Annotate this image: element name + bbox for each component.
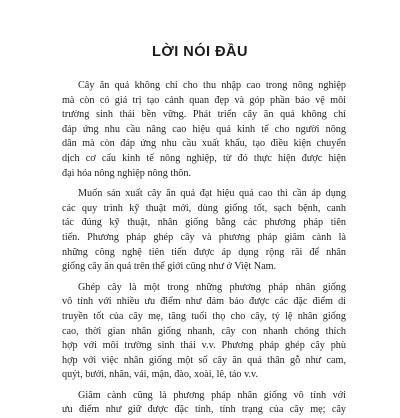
paragraph-line: ưu điểm như giữ được đặc tính, tính trạng của cây mẹ; cây: [62, 404, 346, 416]
paragraph-line: Giâm cành cũng là phương pháp nhân giống vô tính với: [78, 389, 346, 401]
paragraph-line: đáp ứng nhu cầu nâng cao hiệu quả kinh tế cho người nông: [62, 123, 346, 135]
paragraph: [62, 187, 346, 275]
paragraph-line: dịch cơ cấu kinh tế nông nghiệp, từ đó thực hiện được hiện: [62, 152, 346, 164]
paragraph-line: hợp với việc nhân giống một số cây ăn quả thân gỗ như cam,: [62, 354, 346, 366]
paragraph: [62, 281, 346, 383]
paragraph-line: Muốn sản xuất cây ăn quả đạt hiệu quả cao thì cần áp dụng: [78, 188, 346, 200]
paragraph-line: tiến. Phương pháp ghép cây và phương pháp giâm cành là: [62, 231, 346, 243]
paragraph-line: dân mà còn đáp ứng nhu cầu xuất khẩu, tạo điều kiện chuyển: [62, 138, 346, 150]
paragraph-line: các quy trình kỹ thuật mới, dùng giống tốt, sạch bệnh, canh: [62, 202, 346, 214]
paragraph-line: đại hóa nông nghiệp nông thôn.: [62, 167, 192, 179]
paragraph-line: giống cây ăn quả trên thế giới cũng như ở Việt Nam.: [62, 261, 277, 273]
paragraph-line: Ghép cây là một trong những phương pháp nhân giống: [78, 281, 346, 293]
document-body: [62, 79, 346, 418]
paragraph: [62, 79, 346, 181]
paragraph-line: trường sinh thái bền vững. Phát triển cây ăn quả không chỉ: [62, 109, 346, 121]
paragraph: [62, 389, 346, 418]
paragraph-line: Cây ăn quả không chỉ cho thu nhập cao trong nông nghiệp: [78, 80, 346, 91]
page-title: LỜI NÓI ĐẦU: [151, 44, 248, 60]
paragraph-line: quýt, bưởi, nhãn, vải, mận, đào, xoài, lê, táo v.v.: [62, 369, 259, 381]
paragraph-line: vô tính với nhiều ưu điểm như đảm bảo được các đặc điểm di: [62, 296, 346, 308]
paragraph-line: hợp với môi trường sinh thái v.v. Phương pháp ghép cây phù: [62, 340, 346, 352]
paragraph-line: mà còn có giá trị tạo cảnh quan đẹp và góp phần bảo vệ môi: [62, 94, 346, 106]
paragraph-line: cao, thời gian nhân giống nhanh, cây con nhanh chóng thích: [62, 325, 346, 337]
paragraph-line: tác đúng kỹ thuật, nhân giống bằng các phương pháp tiên: [62, 217, 346, 229]
paragraph-line: những công nghệ tiên tiến được áp dụng rộng rãi để nhân: [62, 246, 346, 258]
paragraph-line: truyền tốt của cây mẹ, tăng tuổi thọ cho cây, tỷ lệ nhân giống: [62, 310, 346, 322]
